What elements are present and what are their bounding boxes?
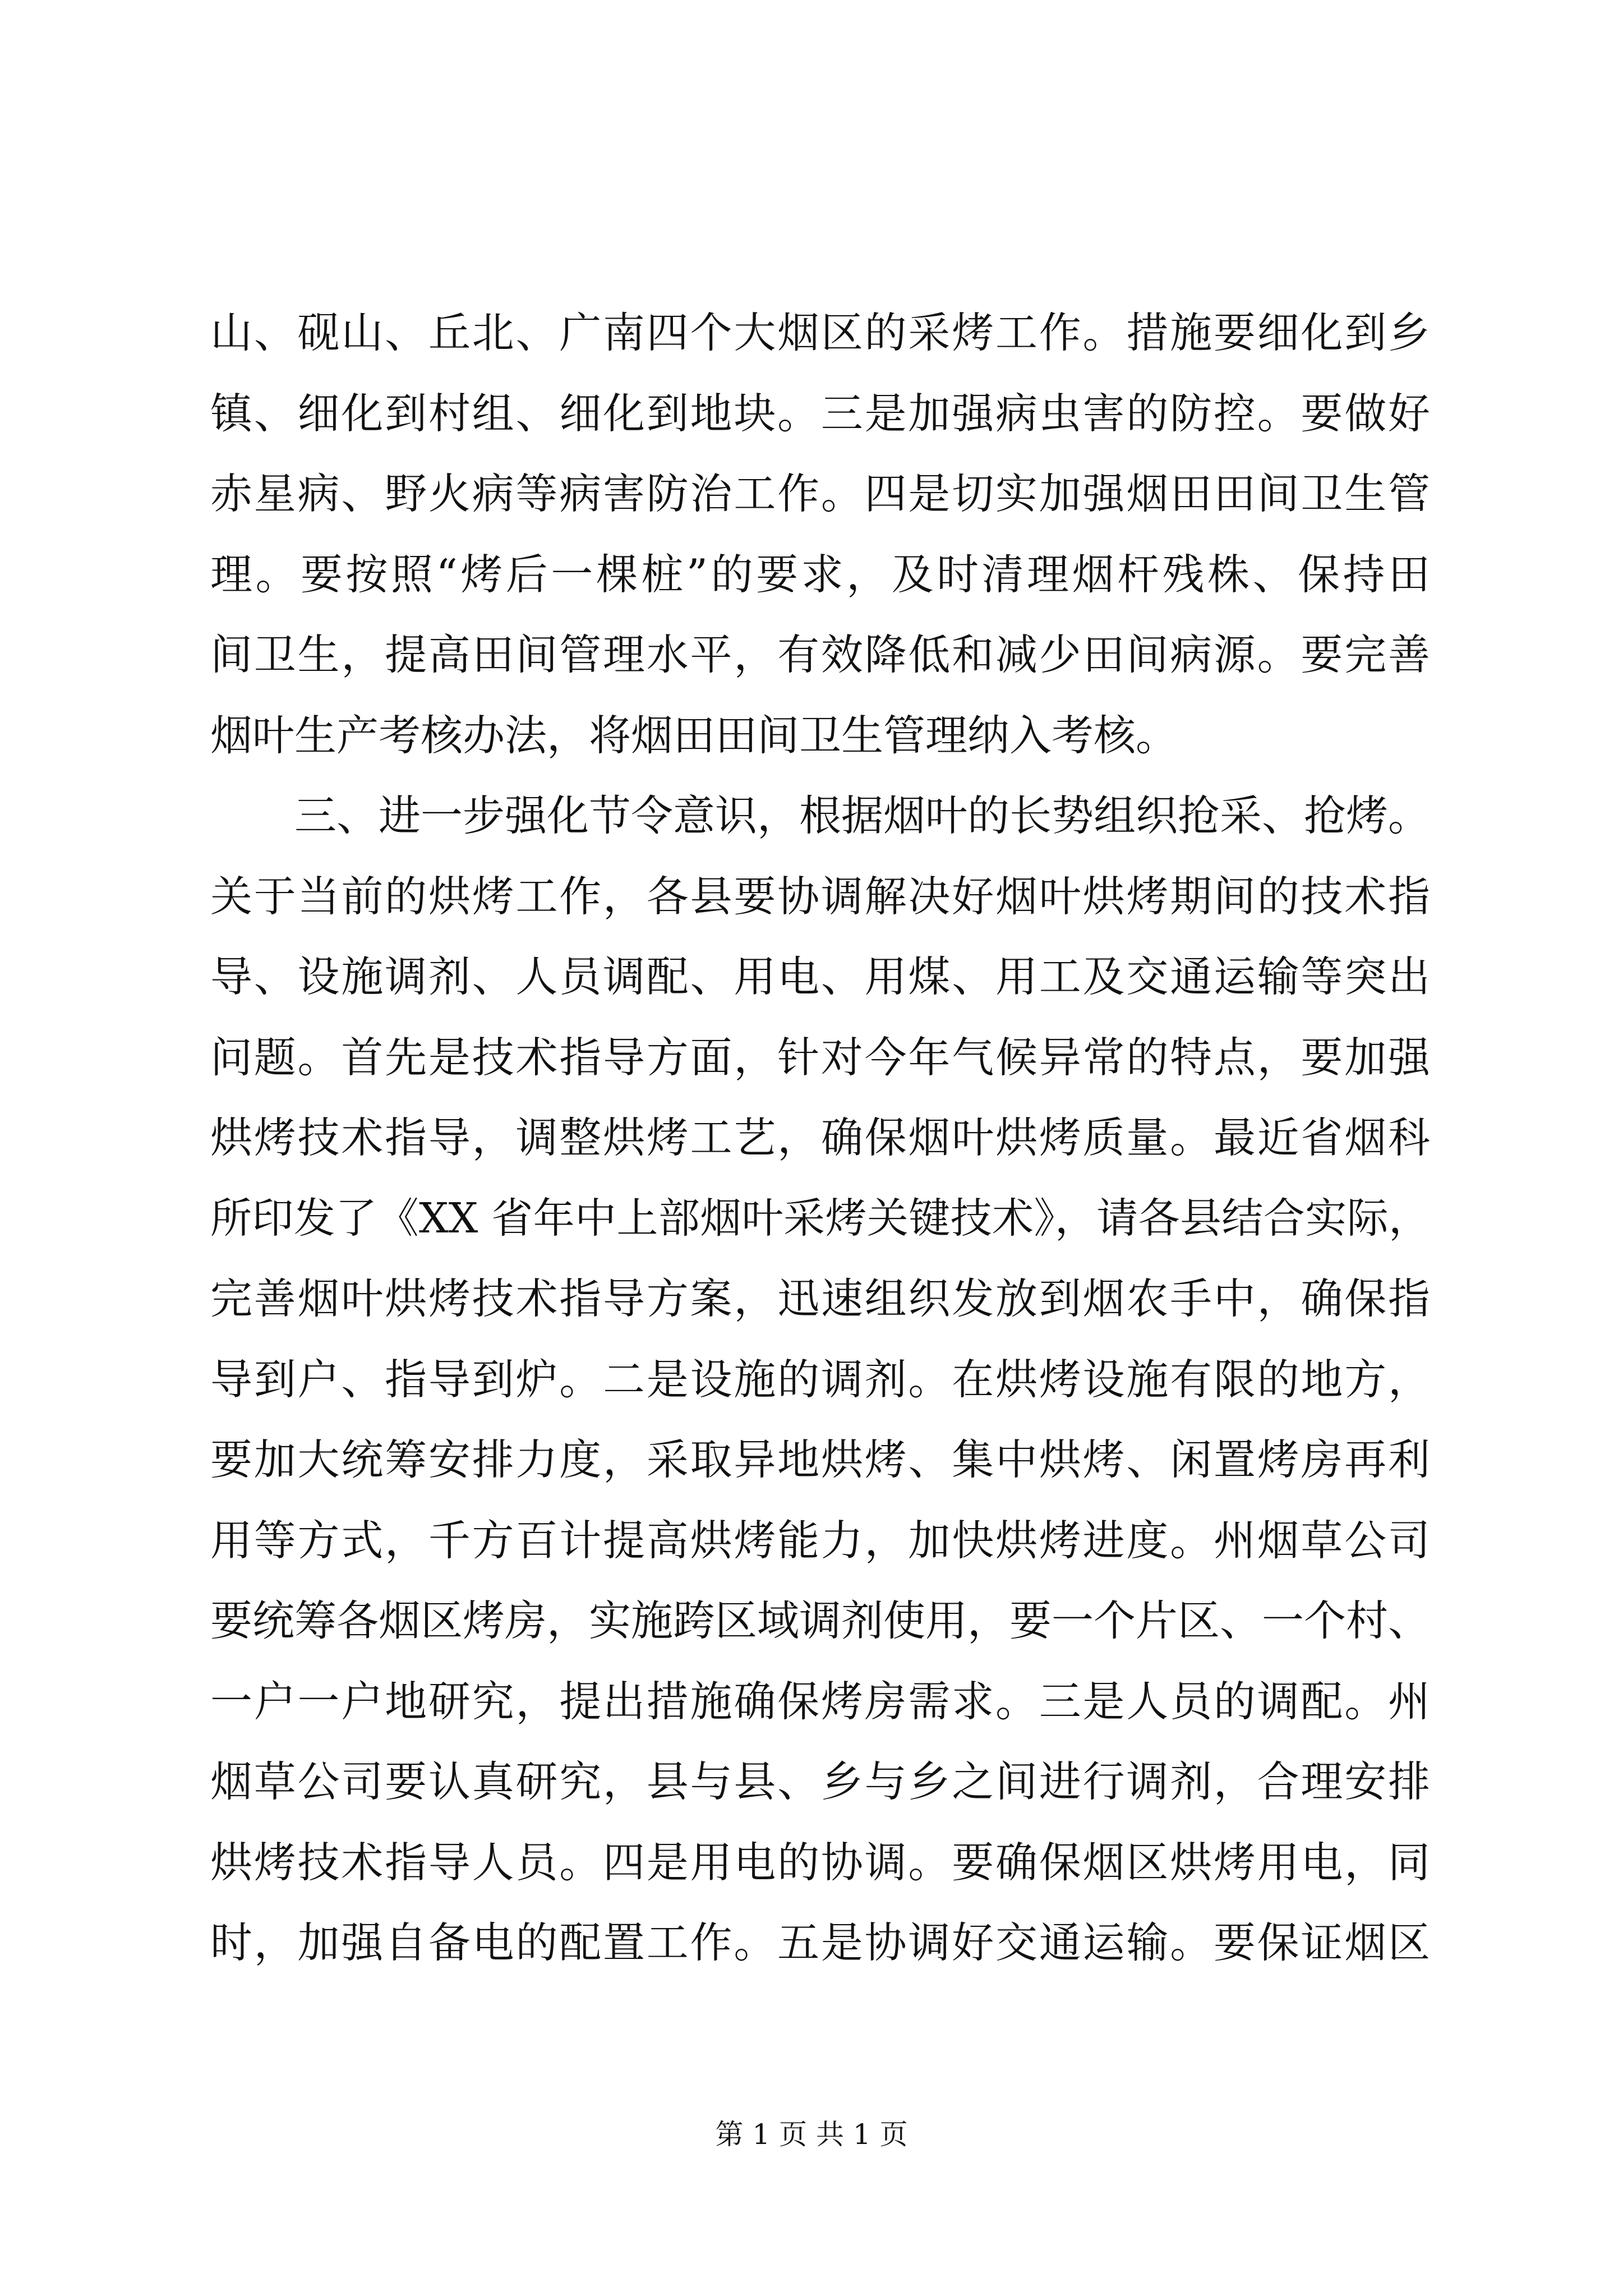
page-footer: 第 1 页 共 1 页 bbox=[715, 2118, 908, 2151]
text-line-11: 烘烤技术指导，调整烘烤工艺，确保烟叶烘烤质量。最近省烟科 bbox=[210, 1113, 1430, 1162]
text-line-4: 理。要按照“烤后一棵桩”的要求，及时清理烟杆残株、保持田 bbox=[210, 549, 1430, 599]
text-line-15: 要加大统筹安排力度，采取异地烘烤、集中烘烤、闲置烤房再利 bbox=[210, 1435, 1430, 1484]
text-line-1: 山、砚山、丘北、广南四个大烟区的采烤工作。措施要细化到乡 bbox=[210, 308, 1430, 357]
text-line-10: 问题。首先是技术指导方面，针对今年气候异常的特点，要加强 bbox=[210, 1032, 1430, 1082]
text-line-5: 间卫生，提高田间管理水平，有效降低和减少田间病源。要完善 bbox=[210, 630, 1430, 679]
document-body bbox=[210, 296, 1430, 1987]
text-line-19: 烟草公司要认真研究，县与县、乡与乡之间进行调剂，合理安排 bbox=[210, 1757, 1430, 1806]
text-line-21: 时，加强自备电的配置工作。五是协调好交通运输。要保证烟区 bbox=[210, 1918, 1430, 1967]
text-line-16: 用等方式，千方百计提高烘烤能力，加快烘烤进度。州烟草公司 bbox=[210, 1515, 1430, 1565]
text-line-2: 镇、细化到村组、细化到地块。三是加强病虫害的防控。要做好 bbox=[210, 388, 1430, 438]
text-line-3: 赤星病、野火病等病害防治工作。四是切实加强烟田田间卫生管 bbox=[210, 469, 1430, 518]
text-line-14: 导到户、指导到炉。二是设施的调剂。在烘烤设施有限的地方， bbox=[210, 1354, 1430, 1404]
text-line-18: 一户一户地研究，提出措施确保烤房需求。三是人员的调配。州 bbox=[210, 1676, 1430, 1726]
text-line-13: 完善烟叶烘烤技术指导方案，迅速组织发放到烟农手中，确保指 bbox=[210, 1274, 1430, 1323]
text-line-7: 三、进一步强化节令意识，根据烟叶的长势组织抢采、抢烤。 bbox=[294, 791, 1431, 840]
text-line-20: 烘烤技术指导人员。四是用电的协调。要确保烟区烘烤用电，同 bbox=[210, 1837, 1430, 1887]
text-line-9: 导、设施调剂、人员调配、用电、用煤、用工及交通运输等突出 bbox=[210, 952, 1430, 1001]
text-line-17: 要统筹各烟区烤房，实施跨区域调剂使用，要一个片区、一个村、 bbox=[210, 1596, 1431, 1645]
text-line-12: 所印发了《XX 省年中上部烟叶采烤关键技术》，请各县结合实际， bbox=[210, 1194, 1430, 1243]
text-line-6: 烟叶生产考核办法，将烟田田间卫生管理纳入考核。 bbox=[210, 710, 1178, 760]
text-line-8: 关于当前的烘烤工作，各县要协调解决好烟叶烘烤期间的技术指 bbox=[210, 871, 1430, 921]
